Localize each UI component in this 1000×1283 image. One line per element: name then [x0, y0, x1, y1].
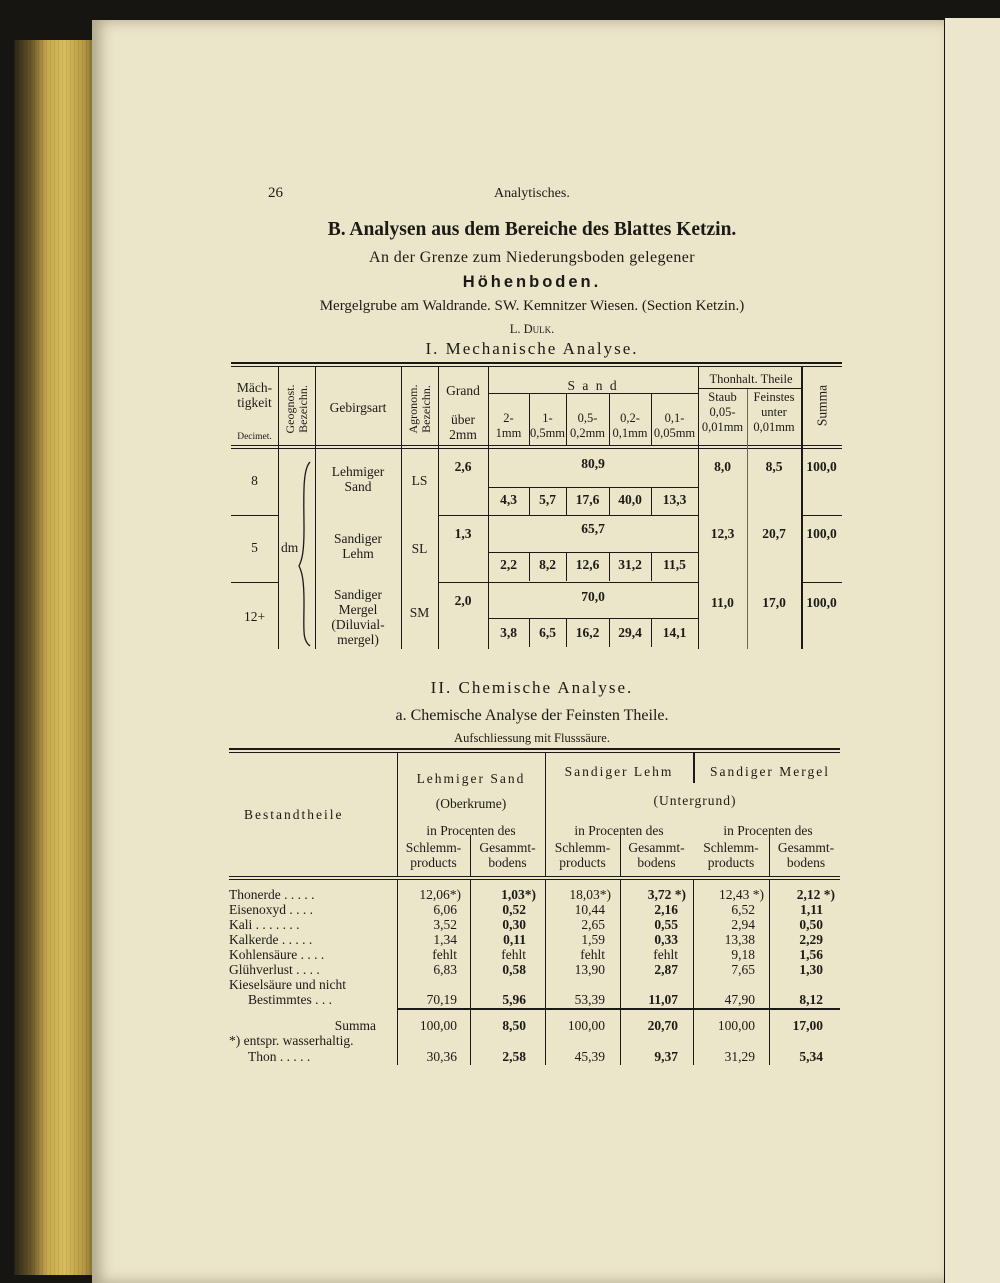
row3-gebirgsart: Sandiger Mergel (Diluvial- mergel) — [331, 587, 385, 647]
row2-sand-4: 31,2 — [618, 557, 642, 572]
cell: 17,00 — [792, 1018, 823, 1033]
header-sand-col-2: 1- 0,5mm — [529, 411, 566, 440]
row2-maechtigkeit: 5 — [251, 540, 258, 555]
cell: 2,94 — [731, 917, 755, 932]
header-oberkrume: (Oberkrume) — [435, 796, 507, 811]
cell: 0,52 — [502, 902, 526, 917]
row2-summa: 100,0 — [806, 526, 837, 541]
header-schlemm-3: Schlemm- products — [703, 840, 759, 870]
cell: 0,11 — [503, 932, 526, 947]
header-sand-col-1: 2- 1mm — [495, 411, 522, 440]
row3-sand-4: 29,4 — [618, 625, 642, 640]
header-summa: Summa — [814, 384, 830, 427]
header-staub: Staub 0,05- 0,01mm — [701, 390, 744, 434]
row-label: Summa — [334, 1018, 376, 1033]
row-label: Thon . . . . . — [248, 1049, 311, 1064]
cell: 31,29 — [724, 1049, 755, 1064]
cell: 45,39 — [574, 1049, 605, 1064]
row2-grand: 1,3 — [454, 526, 472, 541]
curly-brace — [298, 460, 312, 648]
row1-sand-5: 13,3 — [662, 492, 687, 507]
book-page-edges — [14, 40, 96, 1275]
cell: 70,19 — [426, 992, 457, 1007]
row3-sand-5: 14,1 — [662, 625, 687, 640]
cell: 5,96 — [502, 992, 526, 1007]
row1-feinstes: 8,5 — [765, 459, 783, 474]
row3-maechtigkeit: 12+ — [243, 609, 266, 624]
header-decimet: Decimet. — [237, 432, 272, 442]
row2-staub: 12,3 — [710, 526, 735, 541]
row2-sand-3: 12,6 — [575, 557, 600, 572]
row1-sand-total: 80,9 — [581, 456, 605, 471]
row2-agronom: SL — [411, 541, 428, 556]
cell: 2,12 *) — [796, 887, 835, 902]
cell: 13,38 — [724, 932, 755, 947]
cell: fehlt — [432, 947, 457, 962]
row-label: Kieselsäure und nicht — [229, 977, 346, 992]
cell: 1,03*) — [501, 887, 536, 902]
cell: 0,55 — [654, 917, 678, 932]
cell: 2,58 — [502, 1049, 526, 1064]
page-number: 26 — [268, 185, 283, 201]
row3-sand-total: 70,0 — [581, 589, 605, 604]
header-in-procenten-3: in Procenten des — [723, 823, 813, 838]
cell: 6,06 — [433, 902, 457, 917]
row-label: Thonerde . . . . . — [229, 887, 315, 902]
row-label: Kalkerde . . . . . — [229, 932, 313, 947]
subtitle-line-2: Höhenboden. — [462, 273, 602, 291]
row1-sand-1: 4,3 — [500, 492, 517, 507]
cell: 2,29 — [799, 932, 823, 947]
row2-sand-2: 8,2 — [539, 557, 556, 572]
cell: 10,44 — [574, 902, 605, 917]
header-untergrund: (Untergrund) — [653, 793, 737, 808]
row-label: Bestimmtes . . . — [248, 992, 332, 1007]
cell: 100,00 — [419, 1018, 457, 1033]
header-grand: Grand — [446, 383, 480, 398]
cell: 1,34 — [433, 932, 457, 947]
cell: 8,50 — [502, 1018, 526, 1033]
row3-sand-1: 3,8 — [500, 625, 517, 640]
row1-staub: 8,0 — [714, 459, 731, 474]
cell: 1,56 — [799, 947, 823, 962]
row-label: Kohlensäure . . . . — [229, 947, 325, 962]
header-gesammt-3: Gesammt- bodens — [777, 840, 835, 870]
cell: 7,65 — [731, 962, 755, 977]
cell: 100,00 — [567, 1018, 605, 1033]
cell: 11,07 — [648, 992, 678, 1007]
header-sandiger-mergel: Sandiger Mergel — [709, 764, 831, 779]
row3-feinstes: 17,0 — [762, 595, 786, 610]
cell: 3,72 *) — [647, 887, 686, 902]
running-title: Analytisches. — [494, 186, 570, 201]
row1-sand-2: 5,7 — [539, 492, 556, 507]
row3-sand-3: 16,2 — [575, 625, 600, 640]
cell: fehlt — [501, 947, 526, 962]
thon-footnote: *) entspr. wasserhaltig. — [229, 1033, 354, 1048]
cell: fehlt — [580, 947, 605, 962]
row3-summa: 100,0 — [806, 595, 837, 610]
cell: 1,59 — [581, 932, 605, 947]
row1-agronom: LS — [411, 473, 428, 488]
header-in-procenten-1: in Procenten des — [426, 823, 516, 838]
row1-maechtigkeit: 8 — [251, 473, 258, 488]
row3-sand-2: 6,5 — [539, 625, 556, 640]
location-line: Mergelgrube am Waldrande. SW. Kemnitzer Wiesen. (Section Ketzin.) — [319, 298, 745, 314]
cell: 3,52 — [433, 917, 457, 932]
cell: fehlt — [653, 947, 678, 962]
header-sand: S a n d — [567, 378, 619, 393]
row-label: Glühverlust . . . . — [229, 962, 320, 977]
cell: 0,50 — [799, 917, 823, 932]
subtitle-line-1: An der Grenze zum Niederungsboden gelegener — [369, 249, 695, 266]
row2-sand-1: 2,2 — [500, 557, 517, 572]
header-gesammt-1: Gesammt- bodens — [479, 840, 536, 870]
row1-sand-3: 17,6 — [575, 492, 600, 507]
author: L. Dulk. — [509, 322, 555, 336]
header-lehmiger-sand: Lehmiger Sand — [416, 771, 526, 786]
cell: 9,18 — [731, 947, 755, 962]
cell: 20,70 — [647, 1018, 678, 1033]
row1-gebirgsart: Lehmiger Sand — [331, 464, 385, 494]
cell: 1,30 — [799, 962, 823, 977]
section-title: B. Analysen aus dem Bereiche des Blattes Ketzin. — [327, 219, 737, 240]
part-2a-note: Aufschliessung mit Flusssäure. — [454, 731, 610, 745]
header-sand-col-5: 0,1- 0,05mm — [653, 411, 696, 440]
row3-grand: 2,0 — [454, 593, 472, 608]
cell: 12,43 *) — [719, 887, 764, 902]
row2-gebirgsart: Sandiger Lehm — [334, 531, 382, 561]
header-gebirgsart: Gebirgsart — [329, 400, 387, 415]
header-maechtigkeit: Mäch- tigkeit — [236, 380, 273, 410]
cell: 12,06*) — [419, 887, 461, 902]
cell: 2,16 — [654, 902, 678, 917]
header-in-procenten-2: in Procenten des — [574, 823, 664, 838]
cell: 0,58 — [502, 962, 526, 977]
cell: 1,11 — [800, 902, 823, 917]
row2-sand-5: 11,5 — [663, 557, 686, 572]
header-grand-sub: über 2mm — [449, 412, 477, 442]
row2-sand-total: 65,7 — [581, 521, 605, 536]
cell: 13,90 — [574, 962, 605, 977]
cell: 30,36 — [426, 1049, 457, 1064]
row3-staub: 11,0 — [711, 595, 734, 610]
row3-agronom: SM — [409, 605, 430, 620]
header-schlemm-1: Schlemm- products — [405, 840, 462, 870]
adjacent-page — [945, 18, 1000, 1283]
row1-summa: 100,0 — [806, 459, 837, 474]
cell: 6,52 — [731, 902, 755, 917]
header-feinstes: Feinstes unter 0,01mm — [753, 390, 795, 434]
geognost-value: dm — [281, 540, 299, 555]
row2-feinstes: 20,7 — [762, 526, 786, 541]
header-bestandtheile: Bestandtheile — [244, 807, 344, 822]
book-page — [92, 20, 944, 1283]
cell: 0,33 — [654, 932, 678, 947]
header-schlemm-2: Schlemm- products — [554, 840, 611, 870]
cell: 53,39 — [574, 992, 605, 1007]
header-sandiger-lehm: Sandiger Lehm — [564, 764, 674, 779]
row1-sand-4: 40,0 — [618, 492, 642, 507]
cell: 100,00 — [717, 1018, 755, 1033]
part-1-heading: I. Mechanische Analyse. — [425, 339, 639, 358]
cell: 0,30 — [502, 917, 526, 932]
cell: 47,90 — [724, 992, 755, 1007]
cell: 5,34 — [799, 1049, 823, 1064]
part-2-heading: II. Chemische Analyse. — [430, 678, 634, 697]
cell: 6,83 — [433, 962, 457, 977]
header-agronom: Agronom. Bezeichn. — [406, 384, 433, 434]
header-thonhalt: Thonhalt. Theile — [709, 372, 793, 386]
row-label: Kali . . . . . . . — [229, 917, 300, 932]
cell: 18,03*) — [569, 887, 611, 902]
cell: 8,12 — [799, 992, 823, 1007]
cell: 2,87 — [654, 962, 678, 977]
row1-grand: 2,6 — [454, 459, 472, 474]
header-sand-col-3: 0,5- 0,2mm — [569, 411, 606, 440]
cell: 9,37 — [654, 1049, 678, 1064]
part-2a-heading: a. Chemische Analyse der Feinsten Theile. — [395, 707, 669, 724]
header-sand-col-4: 0,2- 0,1mm — [612, 411, 648, 440]
cell: 2,65 — [581, 917, 605, 932]
row-label: Eisenoxyd . . . . — [229, 902, 313, 917]
header-geognost: Geognost. Bezeichn. — [283, 384, 310, 434]
header-gesammt-2: Gesammt- bodens — [628, 840, 685, 870]
